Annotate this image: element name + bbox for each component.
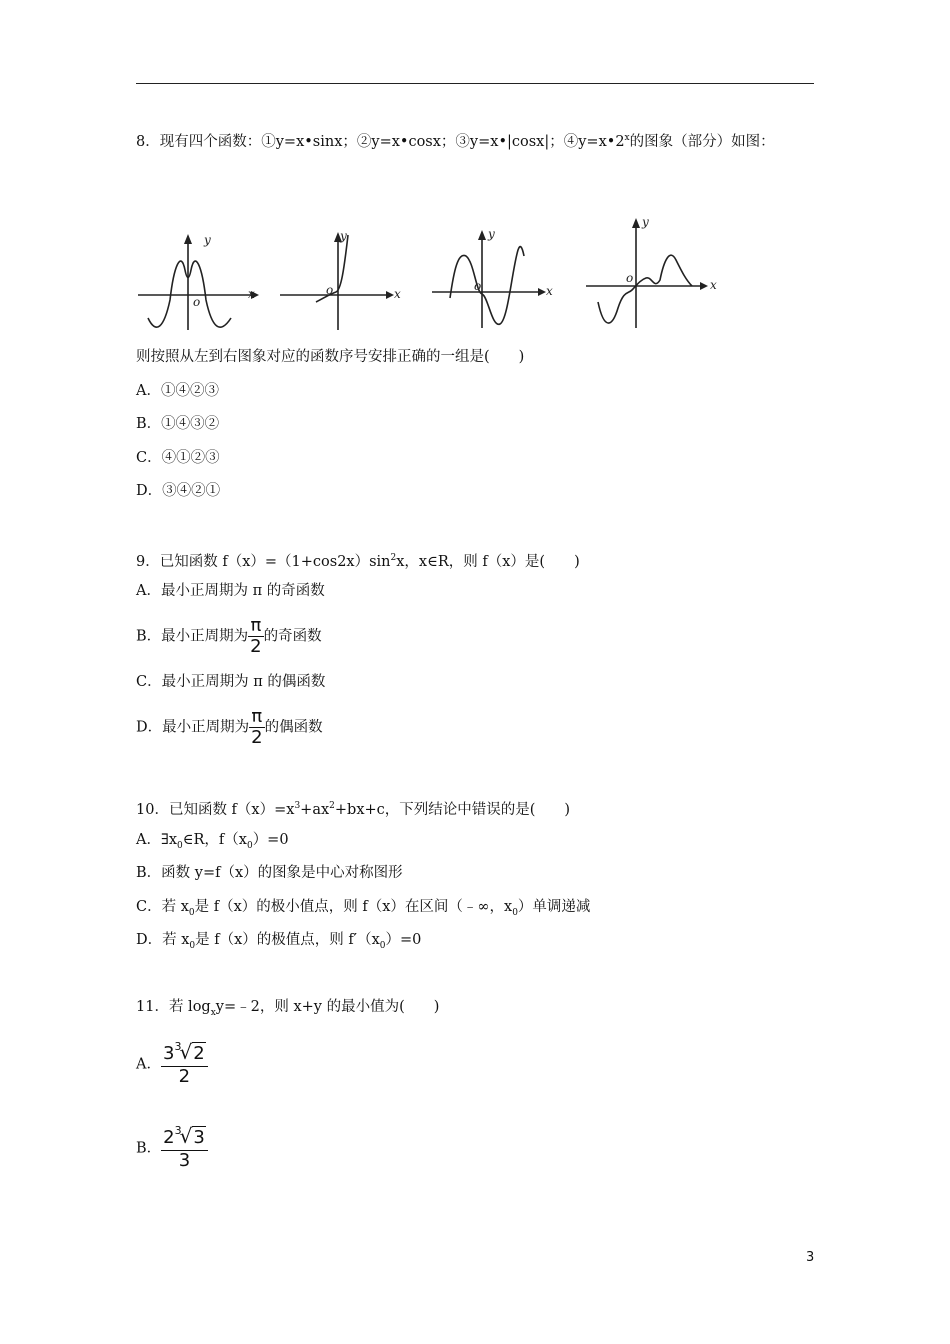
q10-option-a[interactable]: A．$\exists x_0\in R$，$f(x_0)=0$: [136, 832, 289, 851]
header-rule: [136, 83, 814, 84]
graph-2-y-label: y: [340, 229, 347, 243]
pi-over-2-fraction: $\frac{\pi}{2}$: [250, 615, 262, 657]
q8-option-d[interactable]: D．③④②①: [136, 483, 221, 499]
q11-option-a[interactable]: A． $\frac{3^3√2}{2}$: [136, 1042, 208, 1087]
q9-option-a[interactable]: A．最小正周期为 π 的奇函数: [136, 583, 325, 599]
q10-option-d[interactable]: D．若 $x_0$是 f（x）的极值点，则 $f'(x_0)=0$: [136, 932, 422, 951]
q8-option-a[interactable]: A．①④②③: [136, 383, 219, 399]
graph-4-x-label: x: [710, 278, 717, 292]
graph-2-origin: o: [326, 283, 334, 297]
graph-3-origin: o: [474, 279, 482, 293]
graph-2: [278, 210, 403, 335]
graph-4: [584, 210, 724, 335]
q8-stem: 8．现有四个函数：①y=x•sinx；②y=x•cosx；③y=x•|cosx|；$④y=x•2^x$的图象（部分）如图：: [136, 133, 775, 150]
graph-1-y-label: y: [204, 233, 211, 247]
cube-root: $^3$√3: [174, 1124, 205, 1148]
radical-fraction: $\frac{2^3√3}{3}$: [161, 1126, 208, 1171]
q8-graphs: [136, 210, 736, 340]
graph-3-y-label: y: [488, 227, 495, 241]
graph-3-x-label: x: [546, 284, 553, 298]
page-number: 3: [806, 1250, 815, 1265]
q9-option-b[interactable]: B．最小正周期为 $\frac{\pi}{2}$ 的奇函数: [136, 615, 322, 657]
q10-option-b[interactable]: B．函数 y=f（x）的图象是中心对称图形: [136, 865, 403, 881]
q9-option-d[interactable]: D．最小正周期为 $\frac{\pi}{2}$ 的偶函数: [136, 706, 323, 748]
q10-option-c[interactable]: C．若 $x_0$是 f（x）的极小值点，则 f（x）在区间（﹣∞，$x_0$）单调递减: [136, 899, 591, 918]
q9-stem: 9．已知函数 $f(x)=(1+\cos 2x)\sin^2x$，x∈R，则 f（x）是( ): [136, 553, 580, 570]
q11-option-b[interactable]: B． $\frac{2^3√3}{3}$: [136, 1126, 208, 1171]
q9-option-c[interactable]: C．最小正周期为 π 的偶函数: [136, 674, 326, 690]
graph-1-origin: o: [193, 295, 201, 309]
graph-4-origin: o: [626, 271, 634, 285]
radical-fraction: $\frac{3^3√2}{2}$: [161, 1042, 208, 1087]
graph-2-x-label: x: [394, 287, 401, 301]
cube-root: $^3$√2: [174, 1040, 205, 1064]
q8-option-b[interactable]: B．①④③②: [136, 416, 220, 432]
graph-1-x-label: x: [248, 287, 255, 301]
graph-4-y-label: y: [642, 215, 649, 229]
q11-stem: 11．若 $\log_xy=﹣2$，则 x+y 的最小值为( ): [136, 999, 440, 1018]
q8-question: 则按照从左到右图象对应的函数序号安排正确的一组是( ): [136, 349, 525, 365]
graph-3: [430, 210, 555, 335]
q8-option-c[interactable]: C．④①②③: [136, 450, 220, 466]
pi-over-2-fraction: $\frac{\pi}{2}$: [251, 706, 263, 748]
graph-1: [136, 210, 261, 335]
q10-stem: 10．已知函数 $f(x)=x^3+ax^2+bx+c$，下列结论中错误的是( ): [136, 801, 571, 818]
